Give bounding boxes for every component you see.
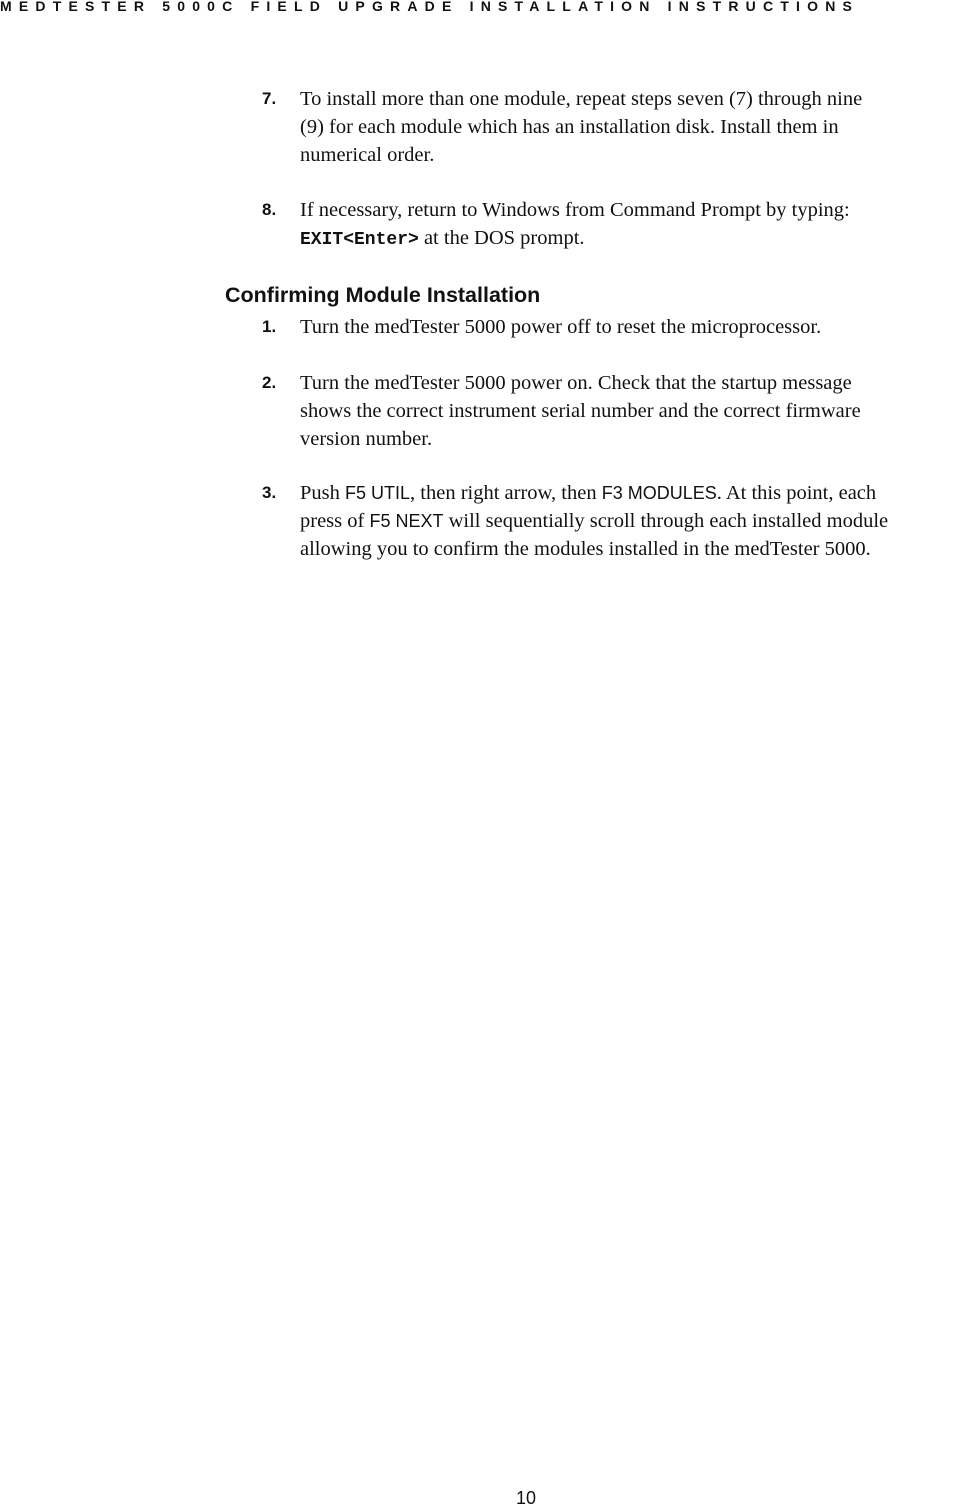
step-line (300, 479, 974, 507)
key-label-f3-modules: F3 MODULES (601, 483, 717, 503)
step-line (300, 224, 974, 254)
text-run: , then right arrow, then (410, 482, 602, 504)
step-line: If necessary, return to Windows from Command Prompt by typing: (300, 199, 850, 221)
step-number: 8. (262, 200, 277, 219)
step-text (300, 479, 974, 563)
step-line: Turn the medTester 5000 power on. Check that the startup message (300, 372, 852, 394)
step-line: shows the correct instrument serial number and the correct firmware (300, 400, 861, 422)
running-header: MEDTESTER 5000C FIELD UPGRADE INSTALLATION INSTRUCTIONS (0, 0, 860, 14)
step-line: To install more than one module, repeat steps seven (7) through nine (300, 88, 863, 110)
step-number: 7. (262, 89, 277, 108)
step-line: version number. (300, 428, 433, 450)
section-heading: Confirming Module Installation (225, 283, 541, 307)
step-text (300, 313, 974, 341)
step-line (300, 507, 974, 535)
text-run: will sequentially scroll through each installed module (443, 510, 889, 532)
step-line: numerical order. (300, 144, 435, 166)
page-number: 10 (515, 1488, 537, 1508)
step-text (300, 85, 974, 169)
step-line: Turn the medTester 5000 power off to reset the microprocessor. (300, 316, 822, 338)
step-line-rest: at the DOS prompt. (418, 227, 585, 249)
command-code: EXIT<Enter> (300, 230, 419, 250)
key-label-f5-next: F5 NEXT (369, 511, 444, 531)
step-number: 1. (262, 317, 277, 336)
text-run: press of (300, 510, 370, 532)
step-number: 3. (262, 483, 277, 502)
step-text (300, 196, 974, 254)
step-text (300, 369, 974, 453)
step-line: allowing you to confirm the modules installed in the medTester 5000. (300, 538, 871, 560)
step-line: (9) for each module which has an installation disk. Install them in (300, 116, 839, 138)
text-run: . At this point, each (716, 482, 877, 504)
text-run: Push (300, 482, 346, 504)
step-number: 2. (262, 373, 277, 392)
key-label-f5-util: F5 UTIL (345, 483, 411, 503)
